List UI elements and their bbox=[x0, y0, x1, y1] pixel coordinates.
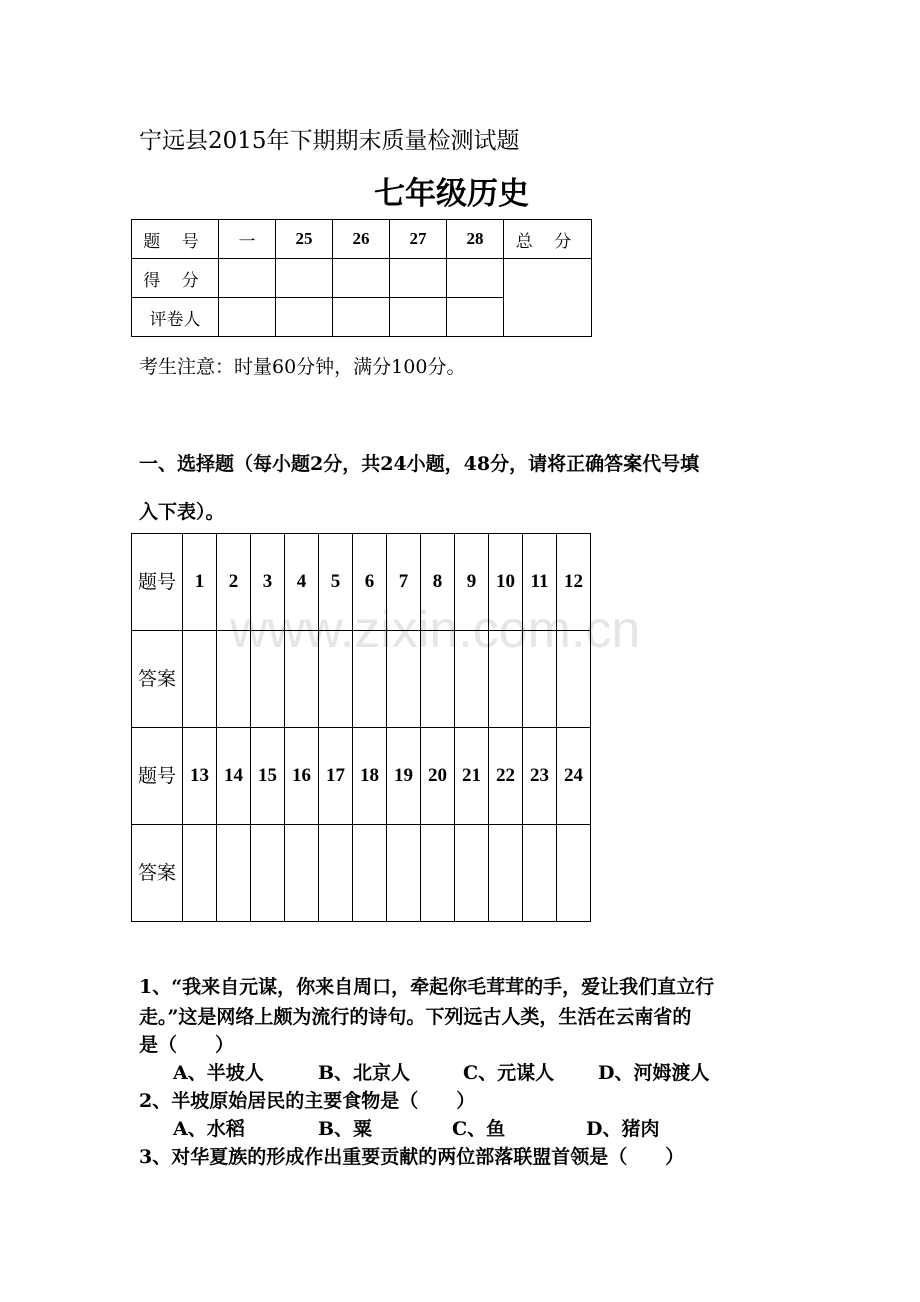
score-cell[interactable] bbox=[333, 259, 390, 298]
total-score-cell[interactable] bbox=[504, 259, 592, 337]
answer-cell[interactable] bbox=[557, 631, 591, 728]
answer-sheet-answer-row bbox=[132, 631, 591, 728]
question-number: 5 bbox=[319, 534, 353, 631]
row-label-grader: 评卷人 bbox=[132, 298, 219, 337]
question-1-option-b[interactable]: B、北京人 bbox=[318, 1062, 411, 1084]
question-number: 2 bbox=[217, 534, 251, 631]
answer-cell[interactable] bbox=[489, 825, 523, 922]
question-2-option-b[interactable]: B、粟 bbox=[318, 1118, 373, 1140]
answer-cell[interactable] bbox=[421, 631, 455, 728]
answer-cell[interactable] bbox=[353, 825, 387, 922]
subject-title: 七年级历史 bbox=[374, 176, 529, 212]
question-number: 11 bbox=[523, 534, 557, 631]
question-2-option-a[interactable]: A、水稻 bbox=[173, 1118, 245, 1140]
question-1-option-c[interactable]: C、元谋人 bbox=[463, 1062, 555, 1084]
score-row-points bbox=[132, 259, 592, 298]
answer-cell[interactable] bbox=[251, 825, 285, 922]
grader-cell[interactable] bbox=[276, 298, 333, 337]
question-number: 19 bbox=[387, 728, 421, 825]
answer-sheet-number-row bbox=[132, 728, 591, 825]
question-number: 9 bbox=[455, 534, 489, 631]
answer-cell[interactable] bbox=[557, 825, 591, 922]
answer-sheet-table bbox=[131, 533, 591, 922]
question-3-stem: 3、对华夏族的形成作出重要贡献的两位部落联盟首领是（ ） bbox=[139, 1146, 685, 1168]
question-number: 24 bbox=[557, 728, 591, 825]
answer-sheet-answer-row bbox=[132, 825, 591, 922]
score-cell[interactable] bbox=[276, 259, 333, 298]
row-label-question-number: 题 号 bbox=[132, 220, 219, 259]
document-title: 宁远县2015年下期期末质量检测试题 bbox=[139, 128, 520, 154]
question-number: 15 bbox=[251, 728, 285, 825]
question-number: 23 bbox=[523, 728, 557, 825]
question-number: 10 bbox=[489, 534, 523, 631]
answer-cell[interactable] bbox=[523, 631, 557, 728]
column-header-27: 27 bbox=[390, 220, 447, 259]
answer-cell[interactable] bbox=[353, 631, 387, 728]
question-number: 20 bbox=[421, 728, 455, 825]
question-1-option-d[interactable]: D、河姆渡人 bbox=[598, 1062, 710, 1084]
answer-cell[interactable] bbox=[319, 631, 353, 728]
question-number: 13 bbox=[183, 728, 217, 825]
score-cell[interactable] bbox=[447, 259, 504, 298]
question-number-label: 题号 bbox=[132, 534, 183, 631]
score-table bbox=[131, 219, 592, 337]
question-number: 12 bbox=[557, 534, 591, 631]
question-1-stem-end: 是（ ） bbox=[139, 1034, 235, 1056]
grader-cell[interactable] bbox=[390, 298, 447, 337]
question-number: 3 bbox=[251, 534, 285, 631]
column-header-section-one: 一 bbox=[219, 220, 276, 259]
question-1-stem-continued: 走。”这是网络上颇为流行的诗句。下列远古人类，生活在云南省的 bbox=[139, 1006, 692, 1028]
question-number-label: 题号 bbox=[132, 728, 183, 825]
answer-label: 答案 bbox=[132, 825, 183, 922]
score-row-question-number bbox=[132, 220, 592, 259]
answer-cell[interactable] bbox=[319, 825, 353, 922]
question-number: 4 bbox=[285, 534, 319, 631]
question-number: 22 bbox=[489, 728, 523, 825]
section-one-heading-continued: 入下表）。 bbox=[139, 501, 225, 523]
answer-cell[interactable] bbox=[251, 631, 285, 728]
question-2-option-d[interactable]: D、猪肉 bbox=[586, 1118, 660, 1140]
question-2-option-c[interactable]: C、鱼 bbox=[452, 1118, 506, 1140]
answer-label: 答案 bbox=[132, 631, 183, 728]
answer-cell[interactable] bbox=[217, 825, 251, 922]
answer-cell[interactable] bbox=[455, 631, 489, 728]
question-number: 17 bbox=[319, 728, 353, 825]
section-one-heading: 一、选择题（每小题2分，共24小题，48分，请将正确答案代号填 bbox=[139, 453, 700, 475]
answer-cell[interactable] bbox=[285, 825, 319, 922]
column-header-total: 总 分 bbox=[504, 220, 592, 259]
answer-cell[interactable] bbox=[421, 825, 455, 922]
question-number: 7 bbox=[387, 534, 421, 631]
answer-cell[interactable] bbox=[523, 825, 557, 922]
answer-cell[interactable] bbox=[183, 631, 217, 728]
question-number: 18 bbox=[353, 728, 387, 825]
answer-cell[interactable] bbox=[489, 631, 523, 728]
question-1-option-a[interactable]: A、半坡人 bbox=[173, 1062, 264, 1084]
answer-cell[interactable] bbox=[217, 631, 251, 728]
answer-cell[interactable] bbox=[387, 825, 421, 922]
column-header-28: 28 bbox=[447, 220, 504, 259]
question-number: 6 bbox=[353, 534, 387, 631]
question-number: 14 bbox=[217, 728, 251, 825]
score-cell[interactable] bbox=[219, 259, 276, 298]
answer-cell[interactable] bbox=[285, 631, 319, 728]
question-number: 1 bbox=[183, 534, 217, 631]
column-header-26: 26 bbox=[333, 220, 390, 259]
answer-cell[interactable] bbox=[183, 825, 217, 922]
grader-cell[interactable] bbox=[447, 298, 504, 337]
answer-cell[interactable] bbox=[387, 631, 421, 728]
answer-sheet-number-row bbox=[132, 534, 591, 631]
watermark: www.zixin.com.cn bbox=[230, 601, 641, 659]
grader-cell[interactable] bbox=[333, 298, 390, 337]
score-cell[interactable] bbox=[390, 259, 447, 298]
row-label-points: 得 分 bbox=[132, 259, 219, 298]
answer-cell[interactable] bbox=[455, 825, 489, 922]
question-number: 21 bbox=[455, 728, 489, 825]
question-number: 8 bbox=[421, 534, 455, 631]
grader-cell[interactable] bbox=[219, 298, 276, 337]
column-header-25: 25 bbox=[276, 220, 333, 259]
question-number: 16 bbox=[285, 728, 319, 825]
question-2-stem: 2、半坡原始居民的主要食物是（ ） bbox=[139, 1090, 476, 1112]
question-1-stem: 1、“我来自元谋，你来自周口，牵起你毛茸茸的手，爱让我们直立行 bbox=[139, 976, 715, 998]
exam-notice: 考生注意：时量60分钟，满分100分。 bbox=[139, 356, 466, 378]
